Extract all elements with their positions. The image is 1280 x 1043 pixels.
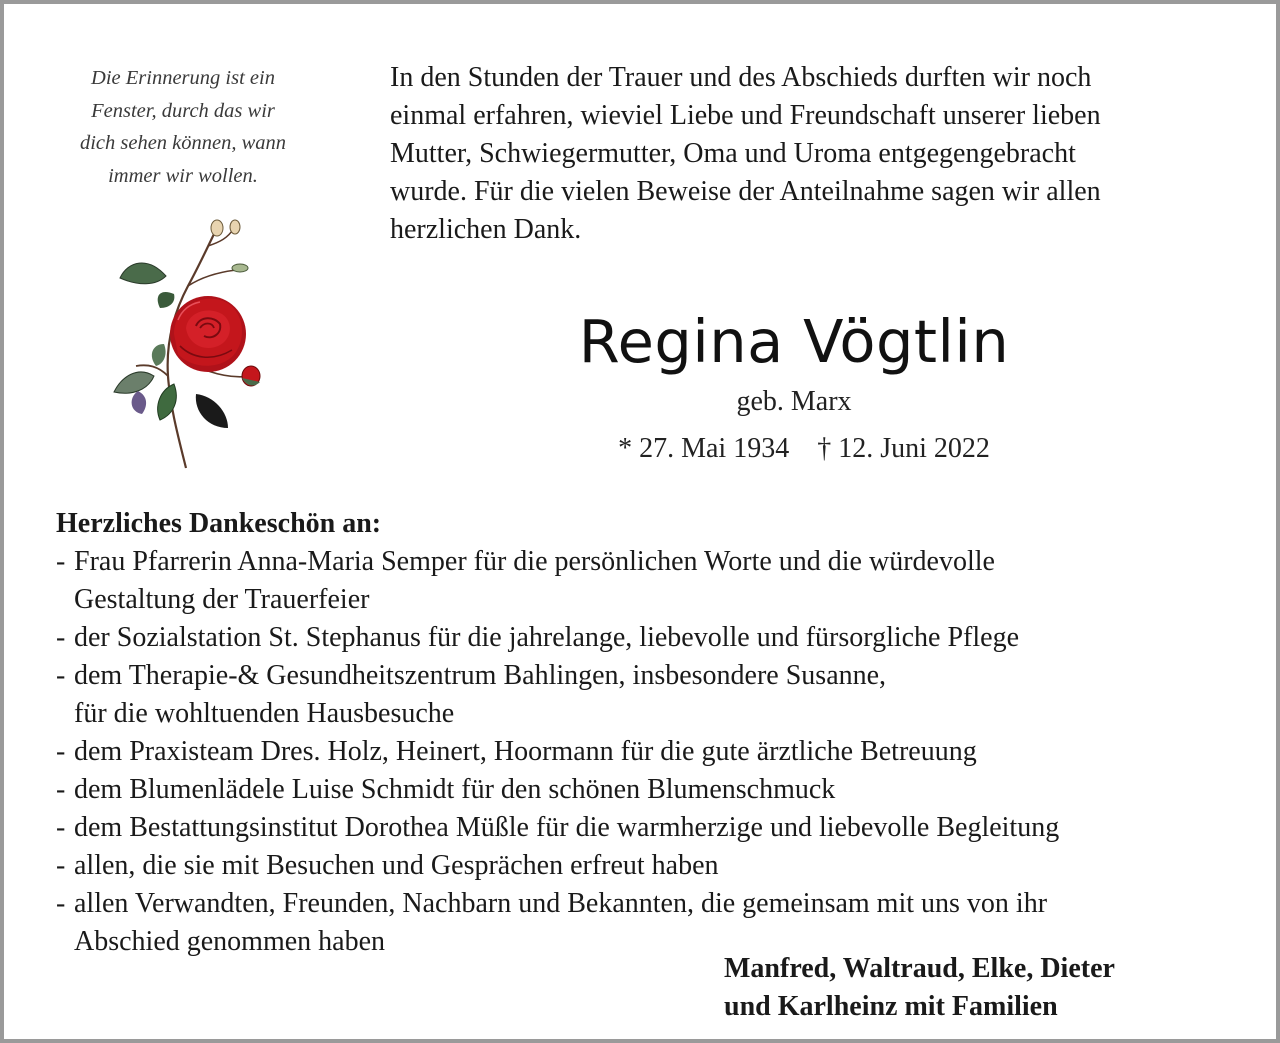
list-item-line: für die wohltuenden Hausbesuche xyxy=(74,698,455,729)
list-item-line: - dem Praxisteam Dres. Holz, Heinert, Hoormann für die gute ärztliche Betreuung xyxy=(74,736,977,767)
thanks-heading: Herzliches Dankeschön an: xyxy=(56,508,382,539)
death-date: † 12. Juni 2022 xyxy=(817,433,990,464)
signature-line: und Karlheinz mit Familien xyxy=(724,991,1058,1022)
list-item-line: Abschied genommen haben xyxy=(74,926,386,957)
list-item-line: - Frau Pfarrerin Anna-Maria Semper für die persönlichen Worte und die würdevolle xyxy=(74,546,995,577)
family-signature xyxy=(724,950,1244,1026)
rose-icon xyxy=(108,216,278,476)
list-item-line: - dem Therapie-& Gesundheitszentrum Bahlingen, insbesondere Susanne, xyxy=(74,660,887,691)
signature-line: Manfred, Waltraud, Elke, Dieter xyxy=(724,953,1115,984)
life-dates xyxy=(524,430,1084,468)
list-item-line: - allen Verwandten, Freunden, Nachbarn und Bekannten, die gemeinsam mit uns von ihr xyxy=(74,888,1048,919)
list-item xyxy=(56,543,1246,619)
quote-line: Die Erinnerung ist ein xyxy=(91,67,275,89)
quote-line: Fenster, durch das wir xyxy=(91,99,275,122)
intro-paragraph xyxy=(390,59,1240,249)
list-item-line: Gestaltung der Trauerfeier xyxy=(74,584,370,615)
list-item xyxy=(56,619,1246,657)
list-item-line: - dem Bestattungsinstitut Dorothea Müßle für die warmherzige und liebevolle Begleitung xyxy=(74,812,1060,843)
maiden-name: geb. Marx xyxy=(736,386,852,417)
list-item xyxy=(56,771,1246,809)
list-item xyxy=(56,809,1246,847)
intro-line: Mutter, Schwiegermutter, Oma und Uroma entgegengebracht xyxy=(390,138,1076,169)
list-item-line: - allen, die sie mit Besuchen und Gesprächen erfreut haben xyxy=(74,850,719,881)
quote-line: dich sehen können, wann xyxy=(79,132,287,154)
intro-line: In den Stunden der Trauer und des Abschieds durften wir noch xyxy=(390,62,1092,93)
birth-date: * 27. Mai 1934 xyxy=(618,433,790,464)
list-item-line: - dem Blumenlädele Luise Schmidt für den schönen Blumenschmuck xyxy=(74,774,836,805)
deceased-name: Regina Vögtlin xyxy=(578,307,1010,376)
list-item xyxy=(56,733,1246,771)
list-item xyxy=(56,657,1246,733)
memorial-quote xyxy=(48,62,318,192)
intro-line: wurde. Für die vielen Beweise der Anteilnahme sagen wir allen xyxy=(390,176,1101,207)
quote-line: immer wir wollen. xyxy=(108,164,258,187)
list-item-line: - der Sozialstation St. Stephanus für die jahrelange, liebevolle und fürsorgliche Pflege xyxy=(74,622,1020,653)
list-item xyxy=(56,847,1246,885)
intro-line: herzlichen Dank. xyxy=(390,214,582,245)
thanks-list xyxy=(56,543,1246,961)
intro-line: einmal erfahren, wieviel Liebe und Freundschaft unserer lieben xyxy=(390,100,1101,131)
